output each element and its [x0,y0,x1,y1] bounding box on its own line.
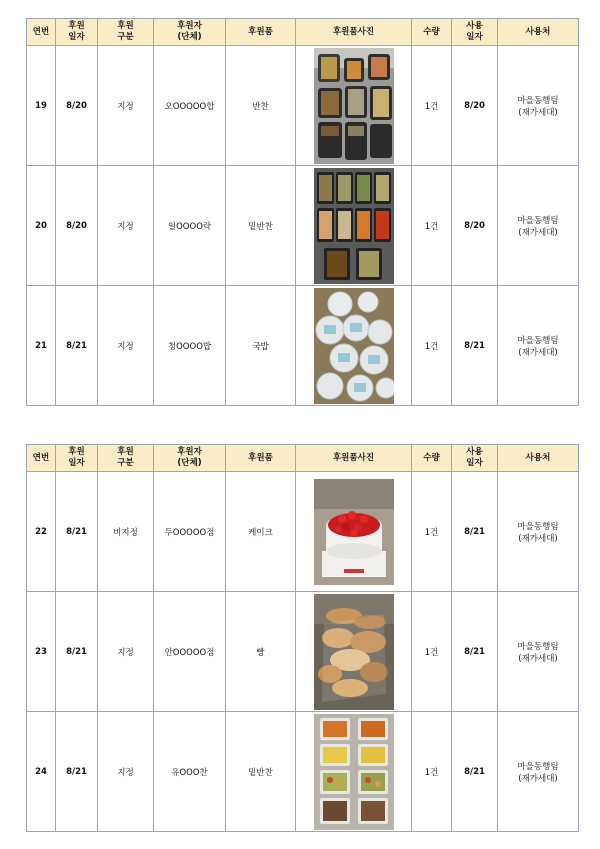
cell-donor: 오OOOOO합 [154,46,226,166]
cell-use-date: 8/21 [452,712,498,832]
cell-no: 23 [27,592,56,712]
cell-use-date: 8/21 [452,286,498,406]
header-item: 후원품 [226,445,296,472]
cell-type: 지정 [98,592,154,712]
header-place: 사용처 [498,19,579,46]
header-qty: 수량 [412,445,452,472]
header-photo: 후원품사진 [296,19,412,46]
cell-donor: 안OOOOO점 [154,592,226,712]
side-dish-containers-photo [314,48,394,164]
cell-donor: 두OOOOO점 [154,472,226,592]
header-item: 후원품 [226,19,296,46]
table-row [27,46,579,166]
side-dish-trays-photo [314,168,394,284]
table-row [27,166,579,286]
table-row [27,592,579,712]
header-donation-type: 후원 구분 [98,19,154,46]
cell-photo [296,472,412,592]
cell-no: 19 [27,46,56,166]
cell-type: 지정 [98,712,154,832]
cell-qty: 1건 [412,46,452,166]
cell-place: 마을동행팀 (재가세대) [498,592,579,712]
cell-place: 마을동행팀 (재가세대) [498,46,579,166]
cell-date: 8/21 [56,286,98,406]
cell-item: 밑반찬 [226,166,296,286]
cell-qty: 1건 [412,712,452,832]
cell-item: 밑반찬 [226,712,296,832]
cell-qty: 1건 [412,166,452,286]
cell-place: 마을동행팀 (재가세대) [498,472,579,592]
cell-qty: 1건 [412,286,452,406]
header-donation-type: 후원 구분 [98,445,154,472]
table-header-row [27,445,579,472]
header-use-date: 사용 일자 [452,445,498,472]
header-photo: 후원품사진 [296,445,412,472]
cell-photo [296,166,412,286]
cell-photo [296,712,412,832]
soup-bowls-photo [314,288,394,404]
cell-no: 20 [27,166,56,286]
cell-item: 반찬 [226,46,296,166]
cell-no: 21 [27,286,56,406]
cell-use-date: 8/21 [452,472,498,592]
side-dish-boxes-photo [314,714,394,830]
cell-photo [296,592,412,712]
header-donation-date: 후원 일자 [56,19,98,46]
cell-type: 지정 [98,166,154,286]
cell-photo [296,46,412,166]
cell-no: 24 [27,712,56,832]
cell-donor: 일OOOO락 [154,166,226,286]
cell-date: 8/20 [56,166,98,286]
cell-photo [296,286,412,406]
cell-donor: 청OOOO밥 [154,286,226,406]
header-donation-date: 후원 일자 [56,445,98,472]
header-qty: 수량 [412,19,452,46]
header-use-date: 사용 일자 [452,19,498,46]
cell-date: 8/21 [56,592,98,712]
table-row [27,712,579,832]
cell-use-date: 8/21 [452,592,498,712]
cell-place: 마을동행팀 (재가세대) [498,286,579,406]
header-donor: 후원자 (단체) [154,19,226,46]
donation-table-1 [26,18,579,406]
cell-date: 8/20 [56,46,98,166]
cell-date: 8/21 [56,712,98,832]
header-place: 사용처 [498,445,579,472]
table-header-row [27,19,579,46]
cell-type: 지정 [98,286,154,406]
cell-item: 빵 [226,592,296,712]
cell-type: 비지정 [98,472,154,592]
cell-place: 마을동행팀 (재가세대) [498,712,579,832]
cell-donor: 유OOO찬 [154,712,226,832]
cell-use-date: 8/20 [452,46,498,166]
cell-no: 22 [27,472,56,592]
table-row [27,472,579,592]
cell-qty: 1건 [412,472,452,592]
header-no: 연번 [27,19,56,46]
cell-type: 지정 [98,46,154,166]
bread-bags-photo [314,594,394,710]
cell-place: 마을동행팀 (재가세대) [498,166,579,286]
table-row [27,286,579,406]
strawberry-cake-photo [314,479,394,585]
cell-item: 케이크 [226,472,296,592]
cell-date: 8/21 [56,472,98,592]
cell-use-date: 8/20 [452,166,498,286]
header-no: 연번 [27,445,56,472]
donation-table-2 [26,444,579,832]
cell-qty: 1건 [412,592,452,712]
cell-item: 국밥 [226,286,296,406]
header-donor: 후원자 (단체) [154,445,226,472]
